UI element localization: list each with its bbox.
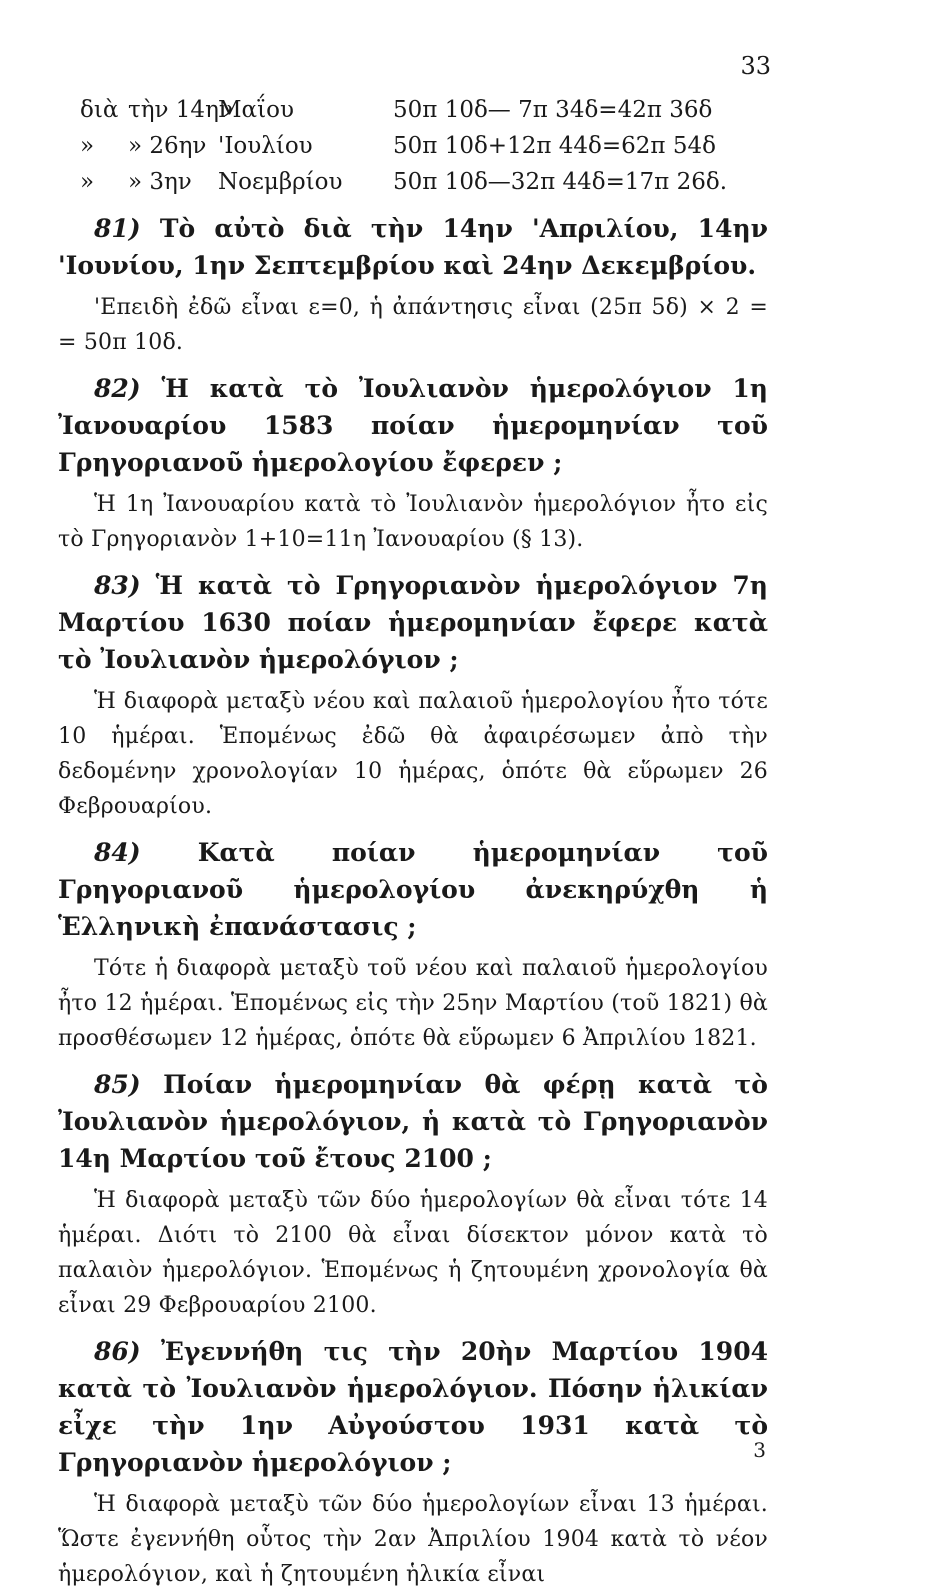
problem-86 (58, 1333, 768, 1592)
problem-number: 86) (94, 1337, 141, 1366)
table-cell: » (80, 133, 95, 159)
question-text: Κατὰ ποίαν ἡμερομηνίαν τοῦ Γρηγοριανοῦ ἡμερολογίου ἀνεκηρύχθη ἡ Ἑλληνικὴ ἐπανάστασις ; (58, 838, 768, 941)
problem-number: 83) (94, 571, 141, 600)
table-row (80, 164, 768, 200)
problem-number: 84) (94, 838, 141, 867)
question-text: Ἡ κατὰ τὸ Γρηγοριανὸν ἡμερολόγιον 7η Μαρτίου 1630 ποίαν ἡμερομηνίαν ἔφερε κατὰ τὸ Ἰουλιανὸν ἡμερολόγιον ; (58, 571, 768, 674)
problem-84 (58, 834, 768, 1056)
answer-text: Τότε ἡ διαφορὰ μεταξὺ τοῦ νέου καὶ παλαιοῦ ἡμερολογίου ἦτο 12 ἡμέραι. Ἑπομένως εἰς τὴν 25ην Μαρτίου (τοῦ 1821) θὰ προσθέσωμεν 12 ἡμέρας, ὁπότε θὰ εὕρωμεν 6 Ἀπριλίου 1821. (58, 956, 768, 1051)
question (58, 1066, 768, 1177)
date-table (80, 92, 768, 200)
question (58, 1333, 768, 1481)
table-cell: » 26ην (128, 133, 207, 159)
question (58, 834, 768, 945)
table-cell: Νοεμβρίου (218, 169, 343, 195)
answer-text: Ἡ 1η Ἰανουαρίου κατὰ τὸ Ἰουλιανὸν ἡμερολόγιον ἦτο εἰς τὸ Γρηγοριανὸν 1+10=11η Ἰανουαρίου (§ 13). (58, 492, 768, 552)
answer-text: Ἡ διαφορὰ μεταξὺ τῶν δύο ἡμερολογίων θὰ εἶναι τότε 14 ἡμέραι. Διότι τὸ 2100 θὰ εἶναι δίσεκτον μόνον κατὰ τὸ παλαιὸν ἡμερολόγιον. Ἑπομένως ἡ ζητουμένη χρονολογία θὰ εἶναι 29 Φεβρουαρίου 2100. (58, 1188, 768, 1318)
table-cell: 50π 10δ+12π 44δ=62π 54δ (393, 133, 716, 159)
question-text: Ἐγεννήθη τις τὴν 20ὴν Μαρτίου 1904 κατὰ τὸ Ἰουλιανὸν ἡμερολόγιον. Πόσην ἡλικίαν εἶχε τὴν 1ην Αὐγούστου 1931 κατὰ τὸ Γρηγοριανὸν ἡμερολόγιον ; (58, 1337, 768, 1477)
problem-number: 85) (94, 1070, 141, 1099)
problem-number: 81) (94, 214, 141, 243)
problem-83 (58, 567, 768, 824)
answer-text: 'Επειδὴ ἐδῶ εἶναι ε=0, ἡ ἀπάντησις εἶναι (25π 5δ) × 2 = = 50π 10δ. (58, 295, 768, 355)
table-cell: τὴν 14ην (128, 97, 233, 123)
question (58, 210, 768, 284)
table-cell: διὰ (80, 97, 119, 123)
question-text: Ἡ κατὰ τὸ Ἰουλιανὸν ἡμερολόγιον 1η Ἰανουαρίου 1583 ποίαν ἡμερομηνίαν τοῦ Γρηγοριανοῦ ἡμερολογίου ἔφερεν ; (58, 374, 768, 477)
table-row (80, 92, 768, 128)
answer-text: Ἡ διαφορὰ μεταξὺ νέου καὶ παλαιοῦ ἡμερολογίου ἦτο τότε 10 ἡμέραι. Ἑπομένως ἐδῶ θὰ ἀφαιρέσωμεν ἀπὸ τὴν δεδομένην χρονολογίαν 10 ἡμέρας, ὁπότε θὰ εὕρωμεν 26 Φεβρουαρίου. (58, 689, 768, 819)
question-text: Τὸ αὐτὸ διὰ τὴν 14ην 'Απριλίου, 14ην 'Ιουνίου, 1ην Σεπτεμβρίου καὶ 24ην Δεκεμβρίου. (58, 214, 768, 280)
problem-85 (58, 1066, 768, 1323)
question-text: Ποίαν ἡμερομηνίαν θὰ φέρῃ κατὰ τὸ Ἰουλιανὸν ἡμερολόγιον, ἡ κατὰ τὸ Γρηγοριανὸν 14η Μαρτίου τοῦ ἔτους 2100 ; (58, 1070, 768, 1173)
page-number: 33 (740, 52, 771, 80)
table-cell: Μαΐου (218, 97, 294, 123)
table-cell: 'Ιουλίου (218, 133, 313, 159)
question (58, 567, 768, 678)
page-content (58, 92, 768, 1596)
question (58, 370, 768, 481)
table-cell: » (80, 169, 95, 195)
problem-82 (58, 370, 768, 557)
table-row (80, 128, 768, 164)
table-cell: 50π 10δ— 7π 34δ=42π 36δ (393, 97, 713, 123)
table-cell: 50π 10δ—32π 44δ=17π 26δ. (393, 169, 728, 195)
table-cell: » 3ην (128, 169, 192, 195)
signature-mark: 3 (753, 1438, 766, 1462)
problem-81 (58, 210, 768, 360)
answer-text: Ἡ διαφορὰ μεταξὺ τῶν δύο ἡμερολογίων εἶναι 13 ἡμέραι. Ὥστε ἐγεννήθη οὗτος τὴν 2αν Ἀπριλίου 1904 κατὰ τὸ νέον ἡμερολόγιον, καὶ ἡ ζητουμένη ἡλικία εἶναι (58, 1492, 768, 1587)
problem-number: 82) (94, 374, 141, 403)
